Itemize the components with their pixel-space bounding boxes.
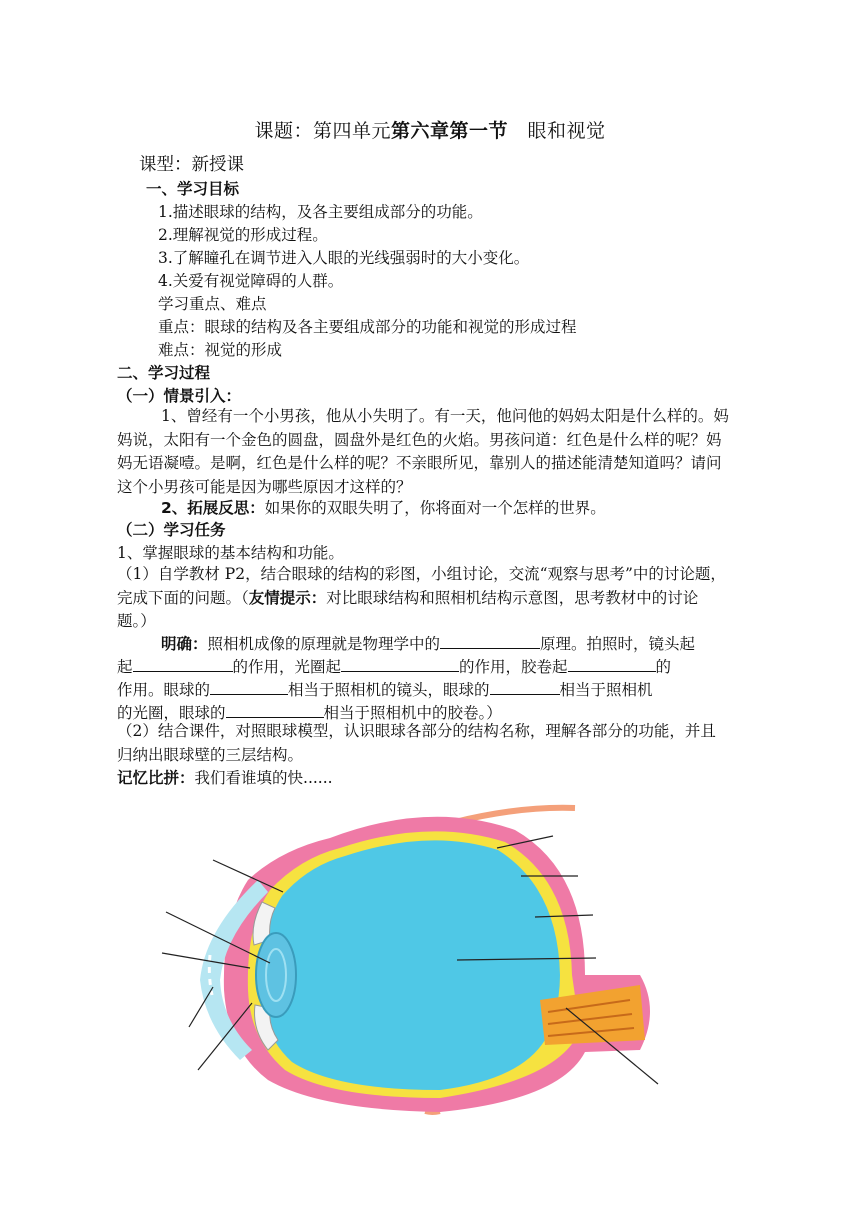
story-paragraph: 1、曾经有一个小男孩，他从小失明了。有一天，他问他的妈妈太阳是什么样的。妈妈说，太阳有一个金色的圆盘，圆盘外是红色的火焰。男孩问道：红色是什么样的呢？妈妈无语凝噎。是啊，红色是什么样的呢？不亲眼所见，靠别人的描述能清楚知道吗？请问这个小男孩可能是因为哪些原因才这样的？ bbox=[117, 407, 729, 496]
clarify-line-4: 的光圈，眼球的 相当于照相机中的胶卷。） bbox=[117, 701, 502, 724]
difficulty: 难点：视觉的形成 bbox=[158, 341, 283, 359]
task-heading: （二）学习任务 bbox=[117, 521, 226, 539]
sclera-bottom-band bbox=[425, 1112, 440, 1113]
section2-heading: 二、学习过程 bbox=[117, 364, 211, 382]
title-chapter: 第六章第一节 bbox=[390, 120, 508, 142]
tip-label: 友情提示： bbox=[248, 588, 327, 607]
reflect-text: 如果你的双眼失明了，你将面对一个怎样的世界。 bbox=[264, 499, 606, 517]
vitreous-body bbox=[262, 840, 560, 1090]
goal-2: 2.理解视觉的形成过程。 bbox=[158, 226, 328, 244]
task-1: 1、掌握眼球的基本结构和功能。 bbox=[117, 544, 344, 562]
title-unit: 课题：第四单元 bbox=[254, 120, 391, 142]
key-point: 重点：眼球的结构及各主要组成部分的功能和视觉的形成过程 bbox=[158, 318, 577, 336]
goal-1: 1.描述眼球的结构，及各主要组成部分的功能。 bbox=[158, 203, 483, 221]
memory-text: 我们看谁填的快...... bbox=[194, 769, 333, 787]
title-topic: 眼和视觉 bbox=[508, 120, 606, 142]
clarify-line-2: 起 的作用，光圈起 的作用，胶卷起 的 bbox=[117, 655, 671, 678]
focus-title: 学习重点、难点 bbox=[158, 295, 267, 313]
intro-heading: （一）情景引入： bbox=[117, 387, 242, 405]
lesson-type: 课型：新授课 bbox=[139, 155, 244, 175]
lens bbox=[256, 933, 296, 1017]
task-1-1: （1）自学教材 P2，结合眼球的结构的彩图，小组讨论，交流“观察与思考”中的讨论题，完成下面的问题。（友情提示：对比眼球结构和照相机结构示意图，思考教材中的讨论题。） bbox=[117, 565, 726, 630]
section1-heading: 一、学习目标 bbox=[146, 180, 240, 198]
reflect-label: 2、拓展反思： bbox=[161, 499, 265, 517]
memory-label: 记忆比拼： bbox=[117, 769, 195, 787]
clarify-label: 明确： bbox=[161, 635, 208, 653]
goal-4: 4.关爱有视觉障碍的人群。 bbox=[158, 272, 344, 290]
clarify-line-3: 作用。眼球的 相当于照相机的镜头，眼球的 相当于照相机 bbox=[117, 678, 653, 701]
goal-3: 3.了解瞳孔在调节进入人眼的光线强弱时的大小变化。 bbox=[158, 249, 530, 267]
clarify-line-1: 明确：照相机成像的原理就是物理学中的 原理。拍照时，镜头起 bbox=[161, 632, 695, 655]
task-1-2: （2）结合课件，对照眼球模型，认识眼球各部分的结构名称，理解各部分的功能，并且归纳出眼球壁的三层结构。 bbox=[117, 722, 716, 764]
